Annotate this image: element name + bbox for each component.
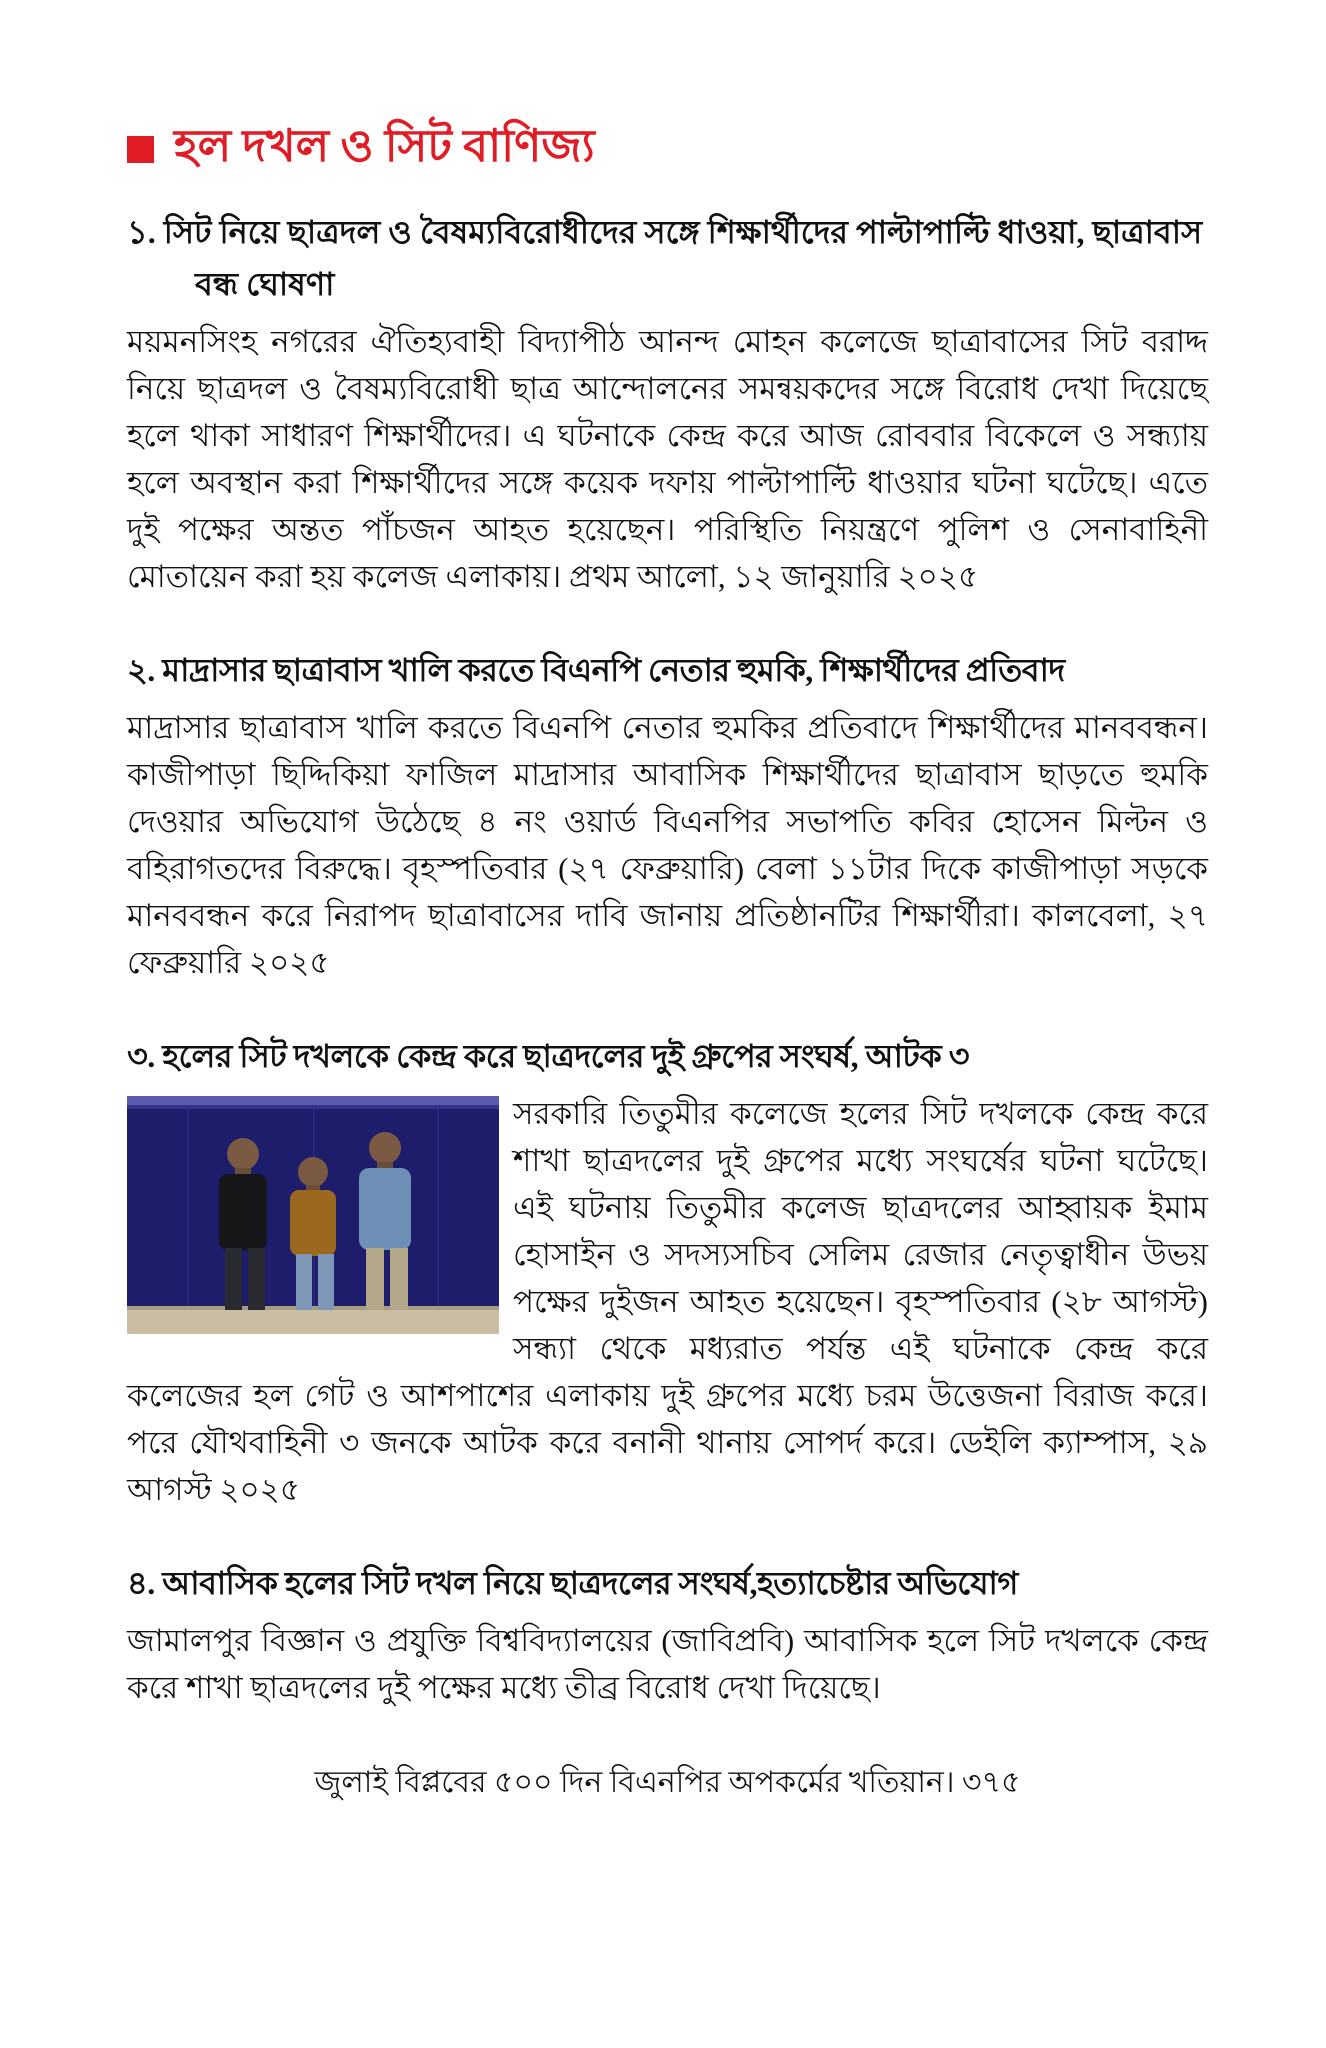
detainees-photo-graphic (127, 1096, 499, 1334)
news-item-1 (127, 206, 1208, 600)
news-item-2-heading: ২. মাদ্রাসার ছাত্রাবাস খালি করতে বিএনপি নেতার হুমকি, শিক্ষার্থীদের প্রতিবাদ (127, 651, 1065, 688)
news-item-4-body: জামালপুর বিজ্ঞান ও প্রযুক্তি বিশ্ববিদ্যালয়ের (জাবিপ্রবি) আবাসিক হলে সিট দখলকে কেন্দ্র করে শাখা ছাত্রদলের দুই পক্ষের মধ্যে তীব্র বিরোধ দেখা দিয়েছে। (127, 1622, 1208, 1705)
section-title-text: হল দখল ও সিট বাণিজ্য (174, 121, 595, 171)
news-item-4 (127, 1557, 1208, 1711)
detainees-photo (127, 1096, 499, 1334)
news-item-3 (127, 1030, 1208, 1513)
news-item-1-heading: ১. সিট নিয়ে ছাত্রদল ও বৈষম্যবিরোধীদের সঙ্গে শিক্ষার্থীদের পাল্টাপাল্টি ধাওয়া, ছাত্রাবাস বন্ধ ঘোষণা (127, 213, 1203, 302)
news-item-3-heading: ৩. হলের সিট দখলকে কেন্দ্র করে ছাত্রদলের দুই গ্রুপের সংঘর্ষ, আটক ৩ (127, 1037, 970, 1074)
news-item-1-body: ময়মনসিংহ নগরের ঐতিহ্যবাহী বিদ্যাপীঠ আনন্দ মোহন কলেজে ছাত্রাবাসের সিট বরাদ্দ নিয়ে ছাত্রদল ও বৈষম্যবিরোধী ছাত্র আন্দোলনের সমন্বয়কদের সঙ্গে বিরোধ দেখা দিয়েছে হলে থাকা সাধারণ শিক্ষার্থীদের। এ ঘটনাকে কেন্দ্র করে আজ রোববার বিকেলে ও সন্ধ্যায় হলে অবস্থান করা শিক্ষার্থীদের সঙ্গে কয়েক দফায় পাল্টাপাল্টি ধাওয়ার ঘটনা ঘটেছে। এতে দুই পক্ষের অন্তত পাঁচজন আহত হয়েছেন। পরিস্থিতি নিয়ন্ত্রণে পুলিশ ও সেনাবাহিনী মোতায়েন করা হয় কলেজ এলাকায়। প্রথম আলো, ১২ জানুয়ারি ২০২৫ (127, 323, 1208, 594)
news-item-3-body: সরকারি তিতুমীর কলেজে হলের সিট দখলকে কেন্দ্র করে শাখা ছাত্রদলের দুই গ্রুপের মধ্যে সংঘর্ষের ঘটনা ঘটেছে। এই ঘটনায় তিতুমীর কলেজ ছাত্রদলের আহ্বায়ক ইমাম হোসাইন ও সদস্যসচিব সেলিম রেজার নেতৃত্বাধীন উভয় পক্ষের দুইজন আহত হয়েছেন। বৃহস্পতিবার (২৮ আগস্ট) সন্ধ্যা থেকে মধ্যরাত পর্যন্ত এই ঘটনাকে কেন্দ্র করে কলেজের হল গেট ও আশপাশের এলাকায় দুই গ্রুপের মধ্যে চরম উত্তেজনা বিরাজ করে। পরে যৌথবাহিনী ৩ জনকে আটক করে বনানী থানায় সোপর্দ করে। ডেইলি ক্যাম্পাস, ২৯ আগস্ট ২০২৫ (127, 1095, 1208, 1507)
news-item-4-heading: ৪. আবাসিক হলের সিট দখল নিয়ে ছাত্রদলের সংঘর্ষ,হত্যাচেষ্টার অভিযোগ (127, 1564, 1018, 1601)
section-title (127, 122, 1208, 172)
red-square-bullet-icon (127, 136, 154, 163)
news-item-2-body: মাদ্রাসার ছাত্রাবাস খালি করতে বিএনপি নেতার হুমকির প্রতিবাদে শিক্ষার্থীদের মানববন্ধন। কাজীপাড়া ছিদ্দিকিয়া ফাজিল মাদ্রাসার আবাসিক শিক্ষার্থীদের ছাত্রাবাস ছাড়তে হুমকি দেওয়ার অভিযোগ উঠেছে ৪ নং ওয়ার্ড বিএনপির সভাপতি কবির হোসেন মিল্টন ও বহিরাগতদের বিরুদ্ধে। বৃহস্পতিবার (২৭ ফেব্রুয়ারি) বেলা ১১টার দিকে কাজীপাড়া সড়কে মানববন্ধন করে নিরাপদ ছাত্রাবাসের দাবি জানায় প্রতিষ্ঠানটির শিক্ষার্থীরা। কালবেলা, ২৭ ফেব্রুয়ারি ২০২৫ (127, 709, 1208, 980)
news-item-2 (127, 644, 1208, 986)
page-footer: জুলাই বিপ্লবের ৫০০ দিন বিএনপির অপকর্মের খতিয়ান। ৩৭৫ (314, 1765, 1021, 1799)
